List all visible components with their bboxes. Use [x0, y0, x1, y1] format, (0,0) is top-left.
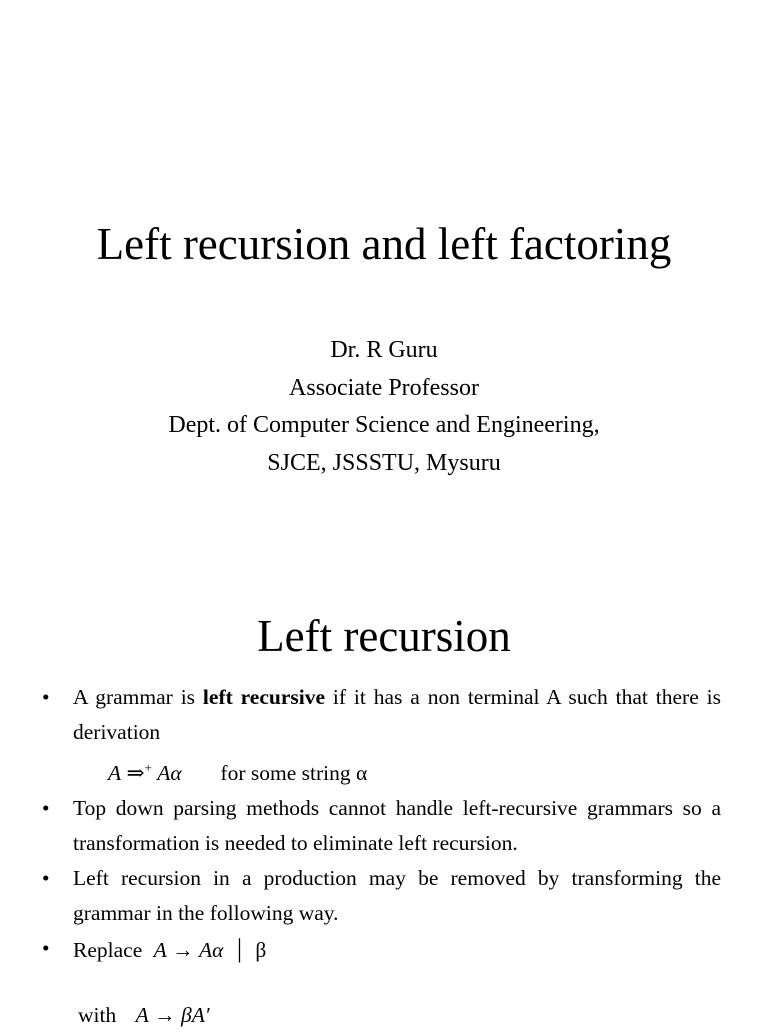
- bullet-item: [0, 931, 721, 968]
- with-lhs: A: [135, 1003, 149, 1027]
- replace-label: Replace: [73, 938, 143, 963]
- production-arrow: →: [172, 938, 194, 963]
- bullet-text: Left recursion in a production may be removed by transforming the grammar in the following way.: [73, 866, 721, 926]
- production-lhs: A: [153, 938, 167, 963]
- bullet-dot: •: [42, 796, 50, 821]
- bullet-text: A grammar is: [73, 685, 203, 709]
- bullet-item: [0, 680, 721, 750]
- bullet-text: if it has a non terminal A such that there is derivation: [73, 685, 721, 744]
- bullet-item: [0, 861, 721, 931]
- author-department: Dept. of Computer Science and Engineering,: [168, 412, 600, 438]
- section-title: Left recursion: [257, 611, 511, 661]
- author-block: [0, 332, 768, 482]
- derivation-expression: [0, 750, 768, 791]
- with-arrow: →: [154, 1003, 176, 1027]
- with-expression: [78, 998, 210, 1033]
- derivation-arrow: ⇒: [126, 761, 145, 786]
- derivation-lhs: A: [108, 761, 122, 786]
- bullet-dot: •: [42, 685, 50, 709]
- bullet-dot: •: [42, 936, 50, 961]
- author-name: Dr. R Guru: [330, 337, 438, 363]
- with-label: with: [78, 1003, 117, 1027]
- bullet-text: Top down parsing methods cannot handle left-recursive grammars so a transformation is needed to eliminate left recursion.: [73, 796, 721, 856]
- derivation-rhs: Aα: [157, 761, 182, 786]
- author-position: Associate Professor: [289, 374, 479, 401]
- bullet-bold-term: left recursive: [202, 685, 326, 709]
- author-institution: SJCE, JSSSTU, Mysuru: [267, 449, 501, 476]
- bullet-item: [0, 791, 721, 861]
- production-rhs: Aα: [199, 938, 224, 963]
- with-rhs: βA′: [181, 1003, 210, 1027]
- derivation-plus: +: [144, 760, 152, 775]
- production-bar: |: [236, 934, 243, 964]
- production-alt: β: [255, 938, 267, 963]
- derivation-note: for some string α: [220, 761, 368, 786]
- bullet-dot: •: [42, 866, 50, 891]
- slide-title: Left recursion and left factoring: [96, 219, 672, 269]
- bullet-list: [0, 680, 768, 968]
